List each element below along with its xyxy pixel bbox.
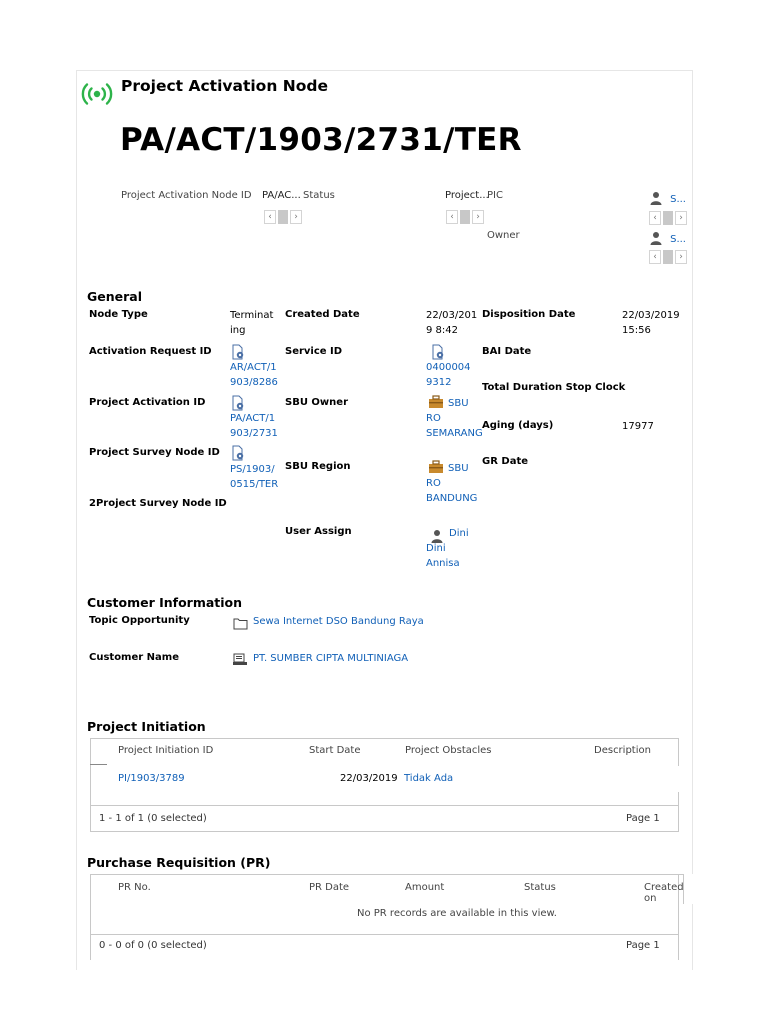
- grid-page-indicator: Page 1: [626, 940, 660, 951]
- grid-record-count: 1 - 1 of 1 (0 selected): [99, 813, 207, 824]
- column-header-project-initiation-id[interactable]: Project Initiation ID: [118, 745, 214, 756]
- created-date-label: Created Date: [285, 309, 360, 320]
- project-survey-node-id-2-label: 2Project Survey Node ID: [89, 498, 227, 509]
- column-header-created-on[interactable]: Created on: [644, 882, 684, 904]
- entity-type-label: Project Activation Node: [121, 77, 328, 95]
- scroll-thumb[interactable]: [460, 210, 470, 224]
- scroll-left-icon[interactable]: ‹: [649, 250, 661, 264]
- folder-icon: [233, 617, 248, 630]
- header-pic[interactable]: [650, 187, 686, 206]
- header-pic-scroller[interactable]: [649, 211, 687, 225]
- header-owner-scroller[interactable]: [649, 250, 687, 264]
- grid-record-count: 0 - 0 of 0 (0 selected): [99, 940, 207, 951]
- header-id-scroller[interactable]: [264, 210, 302, 224]
- header-pic-label: PIC: [487, 190, 503, 201]
- column-header-status[interactable]: Status: [524, 882, 556, 893]
- grid-footer-divider: [90, 934, 679, 935]
- service-id-value[interactable]: 04000049312: [426, 362, 471, 388]
- topic-opportunity-lookup[interactable]: [233, 615, 248, 634]
- grid-row-marker: [90, 764, 107, 765]
- topic-opportunity-value[interactable]: Sewa Internet DSO Bandung Raya: [253, 616, 424, 627]
- form-frame: [76, 70, 693, 970]
- row-project-initiation-id[interactable]: PI/1903/3789: [118, 773, 185, 784]
- broadcast-icon: [80, 80, 114, 108]
- project-survey-node-id-label: Project Survey Node ID: [89, 447, 220, 458]
- record-gear-icon: [230, 344, 246, 360]
- account-icon: [233, 653, 248, 666]
- gr-date-label: GR Date: [482, 456, 529, 467]
- grid-edge: [678, 738, 679, 766]
- column-header-pr-no[interactable]: PR No.: [118, 882, 151, 893]
- customer-name-label: Customer Name: [89, 652, 179, 663]
- customer-name-value[interactable]: PT. SUMBER CIPTA MULTINIAGA: [253, 653, 409, 664]
- sbu-owner-label: SBU Owner: [285, 397, 348, 408]
- scroll-right-icon[interactable]: ›: [290, 210, 302, 224]
- scroll-left-icon[interactable]: ‹: [264, 210, 276, 224]
- row-start-date: 22/03/2019: [340, 773, 398, 784]
- bai-date-label: BAI Date: [482, 346, 532, 357]
- sbu-owner-value[interactable]: SBU RO SEMARANG: [426, 398, 483, 439]
- customer-name-lookup[interactable]: [233, 651, 248, 670]
- empty-grid-message: No PR records are available in this view.: [357, 908, 557, 919]
- header-owner[interactable]: [650, 227, 686, 246]
- user-assign-label: User Assign: [285, 526, 352, 537]
- scroll-thumb[interactable]: [278, 210, 288, 224]
- grid-footer-divider: [90, 805, 679, 806]
- header-owner-label: Owner: [487, 230, 520, 241]
- user-icon: [650, 191, 662, 205]
- record-gear-icon: [230, 445, 246, 461]
- section-title-customer: Customer Information: [87, 595, 243, 610]
- project-activation-id-label: Project Activation ID: [89, 397, 206, 408]
- header-status-label: Status: [303, 190, 335, 201]
- header-id-label: Project Activation Node ID: [121, 190, 252, 201]
- scroll-right-icon[interactable]: ›: [472, 210, 484, 224]
- column-header-pr-date[interactable]: PR Date: [309, 882, 350, 893]
- scroll-left-icon[interactable]: ‹: [649, 211, 661, 225]
- disposition-date-label: Disposition Date: [482, 309, 576, 320]
- header-status-value[interactable]: Project...: [445, 190, 489, 201]
- column-header-description[interactable]: Description: [594, 745, 651, 756]
- record-gear-icon: [230, 395, 246, 411]
- column-header-project-obstacles[interactable]: Project Obstacles: [405, 745, 492, 756]
- column-header-amount[interactable]: Amount: [405, 882, 445, 893]
- node-type-value: Terminating: [230, 310, 274, 336]
- record-gear-icon: [430, 344, 446, 360]
- grid-edge: [678, 792, 679, 832]
- row-project-obstacles[interactable]: Tidak Ada: [404, 773, 454, 784]
- grid-page-indicator: Page 1: [626, 813, 660, 824]
- aging-label: Aging (days): [482, 420, 554, 431]
- node-type-label: Node Type: [89, 309, 148, 320]
- header-id-value[interactable]: PA/AC...: [262, 190, 301, 201]
- scroll-thumb[interactable]: [663, 250, 673, 264]
- disposition-date-value: 22/03/2019 15:56: [622, 310, 680, 336]
- activation-request-id-value[interactable]: AR/ACT/1903/8286: [230, 362, 278, 388]
- user-icon: [650, 231, 662, 245]
- section-title-project-initiation: Project Initiation: [87, 719, 206, 734]
- aging-value: 17977: [622, 421, 654, 432]
- section-title-general: General: [87, 289, 142, 304]
- column-header-start-date[interactable]: Start Date: [309, 745, 361, 756]
- header-owner-value[interactable]: S...: [670, 234, 686, 245]
- header-pic-value[interactable]: S...: [670, 194, 686, 205]
- record-title: PA/ACT/1903/2731/TER: [120, 122, 522, 158]
- total-duration-label: Total Duration Stop Clock: [482, 382, 626, 393]
- created-date-value: 22/03/2019 8:42: [426, 310, 478, 336]
- project-activation-id-value[interactable]: PA/ACT/1903/2731: [230, 413, 278, 439]
- topic-opportunity-label: Topic Opportunity: [89, 615, 190, 626]
- scroll-right-icon[interactable]: ›: [675, 211, 687, 225]
- service-id-label: Service ID: [285, 346, 343, 357]
- header-status-scroller[interactable]: [446, 210, 484, 224]
- sbu-region-value[interactable]: SBU RO BANDUNG: [426, 463, 478, 504]
- grid-left-border: [90, 874, 91, 960]
- user-assign-value[interactable]: Dini Dini Annisa: [426, 528, 469, 569]
- activation-request-id-label: Activation Request ID: [89, 346, 212, 357]
- scroll-right-icon[interactable]: ›: [675, 250, 687, 264]
- project-survey-node-id-value[interactable]: PS/1903/0515/TER: [230, 464, 279, 490]
- grid-top-border: [90, 874, 693, 875]
- section-title-purchase-requisition: Purchase Requisition (PR): [87, 855, 271, 870]
- scroll-thumb[interactable]: [663, 211, 673, 225]
- sbu-region-label: SBU Region: [285, 461, 351, 472]
- scroll-left-icon[interactable]: ‹: [446, 210, 458, 224]
